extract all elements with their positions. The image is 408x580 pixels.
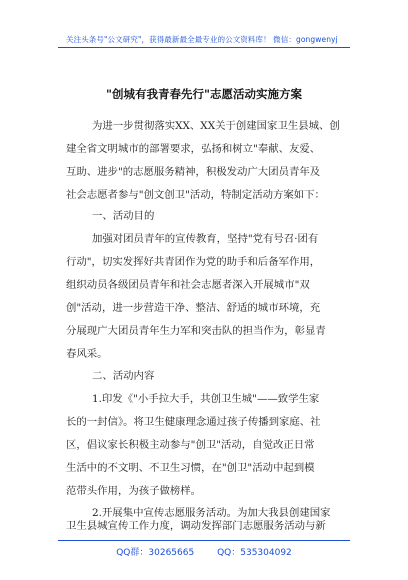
body-line: 创"活动，进一步营造干净、整洁、舒适的城市环境，充 — [66, 302, 321, 314]
body-line: 为进一步贯彻落实XX、XX关于创建国家卫生县城、创 — [92, 120, 340, 132]
header-divider — [58, 47, 350, 48]
footer-qq-group: QQ群：30265665 — [116, 548, 195, 558]
body-line: 分展现广大团员青年生力军和突击队的担当作为，彰显青 — [66, 325, 326, 337]
footer-qq: QQ：535304092 — [217, 548, 292, 558]
body-line: 社会志愿者参与"创文创卫"活动，特制定活动方案如下： — [66, 189, 325, 201]
section-heading: 二、活动内容 — [92, 370, 155, 382]
body-line: 1.印发《"小手拉大手，共创卫生城"——致学生家 — [92, 393, 320, 405]
body-line: 组织动员各级团员青年和社会志愿者深入开展城市"双 — [66, 279, 310, 291]
body-line: 加强对团员青年的宣传教育，坚持"党有号召·团有 — [92, 233, 319, 245]
footer-divider — [58, 540, 350, 541]
body-line: 区，倡议家长积极主动参与"创卫"活动，自觉改正日常 — [66, 439, 315, 451]
body-line: 生活中的不文明、不卫生习惯，在"创卫"活动中起到模 — [66, 462, 315, 474]
body-line: 互助、进步"的志愿服务精神，积极发动广大团员青年及 — [66, 166, 321, 178]
body-line: 卫生县城宣传工作力度，调动发挥部门志愿服务活动与新 — [66, 520, 326, 532]
section-heading: 一、活动目的 — [92, 210, 155, 222]
body-line: 春风采。 — [66, 348, 108, 360]
body-line: 长的一封信》。将卫生健康理念通过孩子传播到家庭、社 — [66, 416, 321, 428]
body-line: 2.开展集中宣传志愿服务活动。为加大我县创建国家 — [92, 507, 331, 519]
document-title: "创城有我青春先行"志愿活动实施方案 — [106, 87, 302, 101]
body-line: 范带头作用，为孩子做榜样。 — [66, 485, 202, 497]
footer-contact — [0, 545, 408, 558]
header-banner: 关注头条号"公文研究"，获得最新最全最专业的公文资料库！ 微信：gongwenyj — [66, 35, 338, 44]
body-line: 建全省文明城市的部署要求，弘扬和树立"奉献、友爱、 — [66, 143, 321, 155]
body-line: 行动"，切实发挥好共青团作为党的助手和后备军作用， — [66, 256, 321, 268]
